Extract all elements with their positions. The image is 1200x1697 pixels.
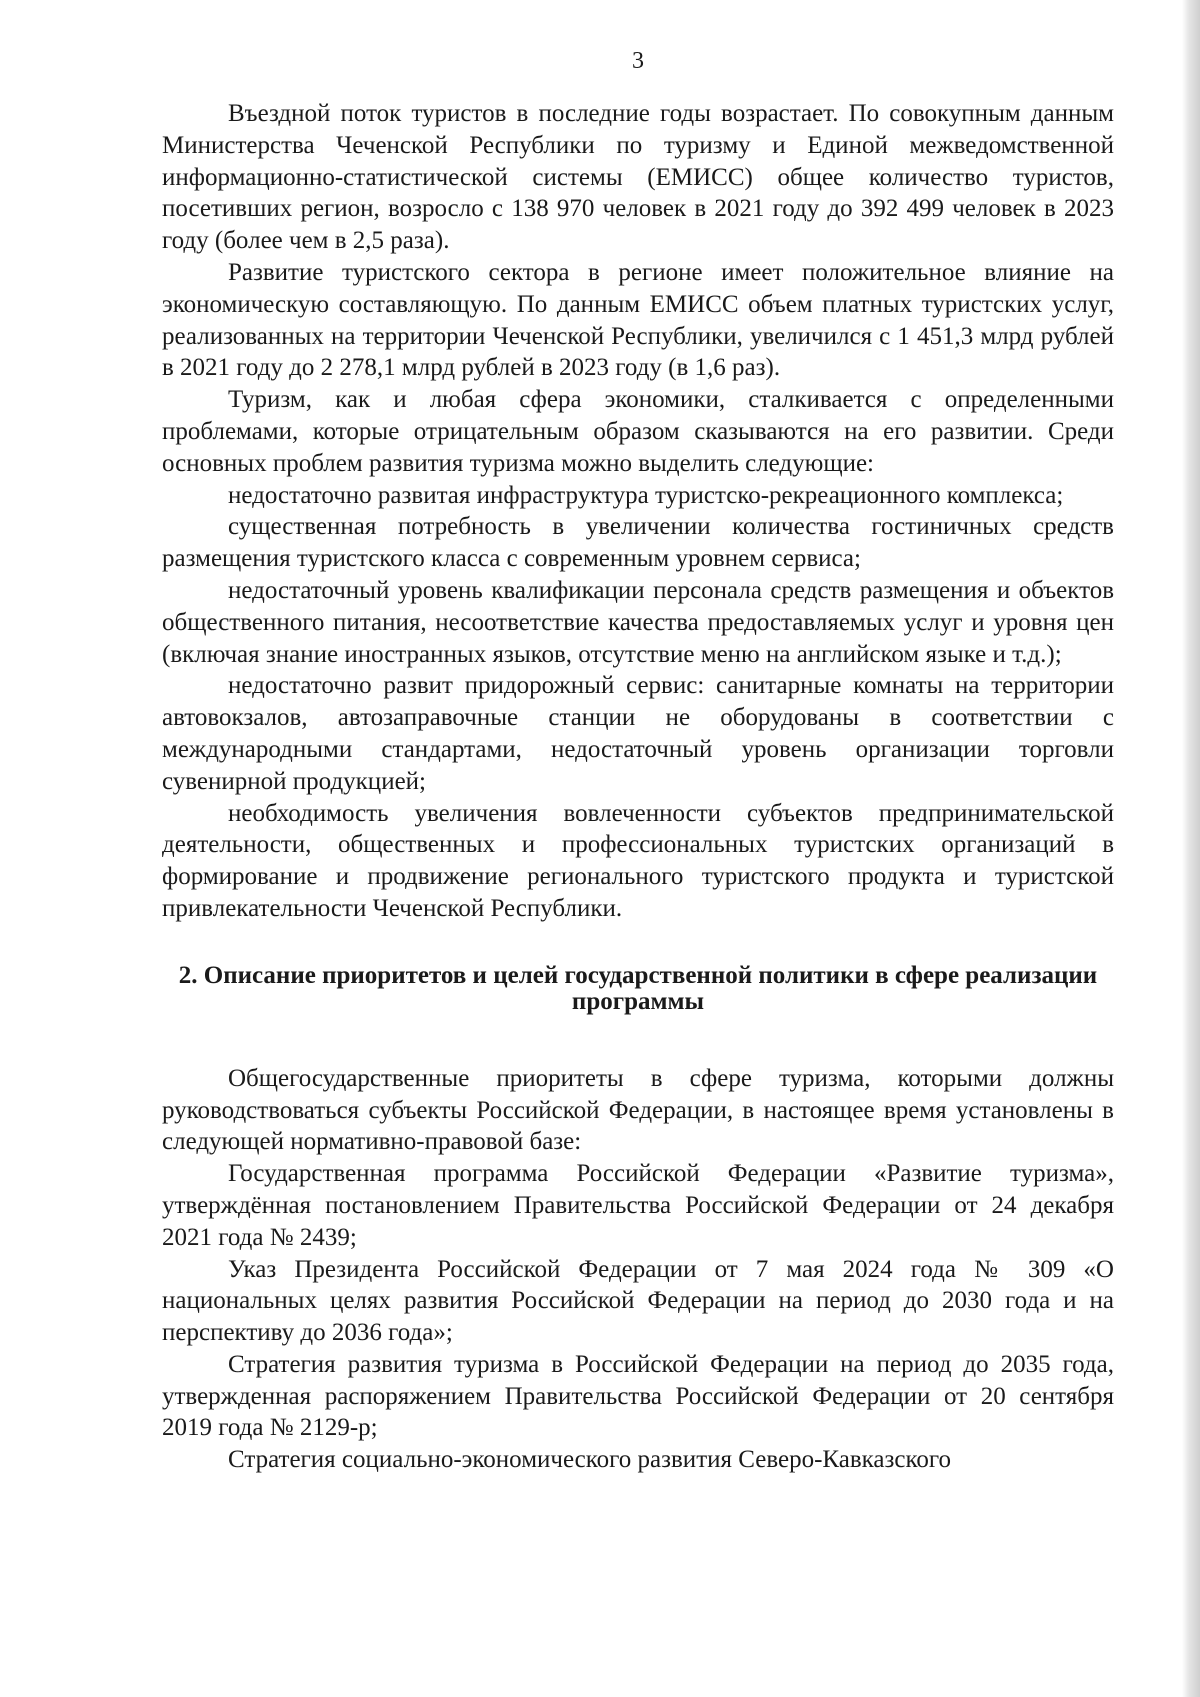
paragraph-priorities-intro: Общегосударственные приоритеты в сфере туризма, которыми должны руководствоваться субъекты Российской Федерации, в настоящее время установлены в следующей нормативно-правовой базе: <box>162 1064 1114 1156</box>
list-item-presidential-decree: Указ Президента Российской Федерации от 7 мая 2024 года № 309 «О национальных целях развития Российской Федерации на период до 2030 года и на перспективу до 2036 года»; <box>162 1255 1114 1347</box>
scan-edge-shadow <box>1182 0 1200 1697</box>
paragraph-problems-intro: Туризм, как и любая сфера экономики, сталкивается с определенными проблемами, которые отрицательным образом сказываются на его развитии. Среди основных проблем развития туризма можно выделить следующие: <box>162 386 1114 477</box>
list-item-business-involvement: необходимость увеличения вовлеченности субъектов предпринимательской деятельности, общественных и профессиональных туристских организаций в формирование и продвижение регионального туристского продукта и туристской привлекательности Чеченской Республики. <box>162 799 1114 922</box>
list-item-staff-qualification: недостаточный уровень квалификации персонала средств размещения и объектов общественного питания, несоответствие качества предоставляемых услуг и уровня цен (включая знание иностранных языков, отсутствие меню на английском языке и т.д.); <box>162 576 1114 668</box>
page-number: 3 <box>632 48 644 74</box>
list-item-hotels: существенная потребность в увеличении количества гостиничных средств размещения туристского класса с современным уровнем сервиса; <box>162 513 1114 573</box>
paragraph-economic-impact: Развитие туристского сектора в регионе имеет положительное влияние на экономическую составляющую. По данным ЕМИСС объем платных туристских услуг, реализованных на территории Чеченской Республики, увеличился с 1 451,3 млрд рублей в 2021 году до 2 278,1 млрд рублей в 2023 году (в 1,6 раз). <box>162 258 1114 382</box>
list-item-tourism-strategy: Стратегия развития туризма в Российской Федерации на период до 2035 года, утвержденная распоряжением Правительства Российской Федерации от 20 сентября 2019 года № 2129-р; <box>162 1350 1114 1442</box>
list-item-roadside-service: недостаточно развит придорожный сервис: санитарные комнаты на территории автовокзалов, автозаправочные станции не оборудованы в соответствии с международными стандартами, недостаточный уровень организации торговли сувенирной продукцией; <box>162 672 1114 795</box>
list-item-north-caucasus-strategy: Стратегия социально-экономического развития Северо-Кавказского <box>228 1446 951 1474</box>
list-item-infrastructure: недостаточно развитая инфраструктура туристско-рекреационного комплекса; <box>228 481 1064 509</box>
paragraph-tourist-flow: Въездной поток туристов в последние годы возрастает. По совокупным данным Министерства Чеченской Республики по туризму и Единой межведомственной информационно-статистической системы (ЕМИСС) общее количество туристов, посетивших регион, возросло с 138 970 человек в 2021 году до 392 499 человек в 2023 году (более чем в 2,5 раза). <box>162 100 1114 255</box>
list-item-state-program: Государственная программа Российской Федерации «Развитие туризма», утверждённая постановлением Правительства Российской Федерации от 24 декабря 2021 года № 2439; <box>162 1160 1114 1251</box>
document-page <box>162 46 1114 1476</box>
section-2-heading: 2. Описание приоритетов и целей государственной политики в сфере реализации программы <box>178 961 1098 1015</box>
section-1-body <box>162 98 1114 925</box>
section-2-body <box>162 1063 1114 1476</box>
